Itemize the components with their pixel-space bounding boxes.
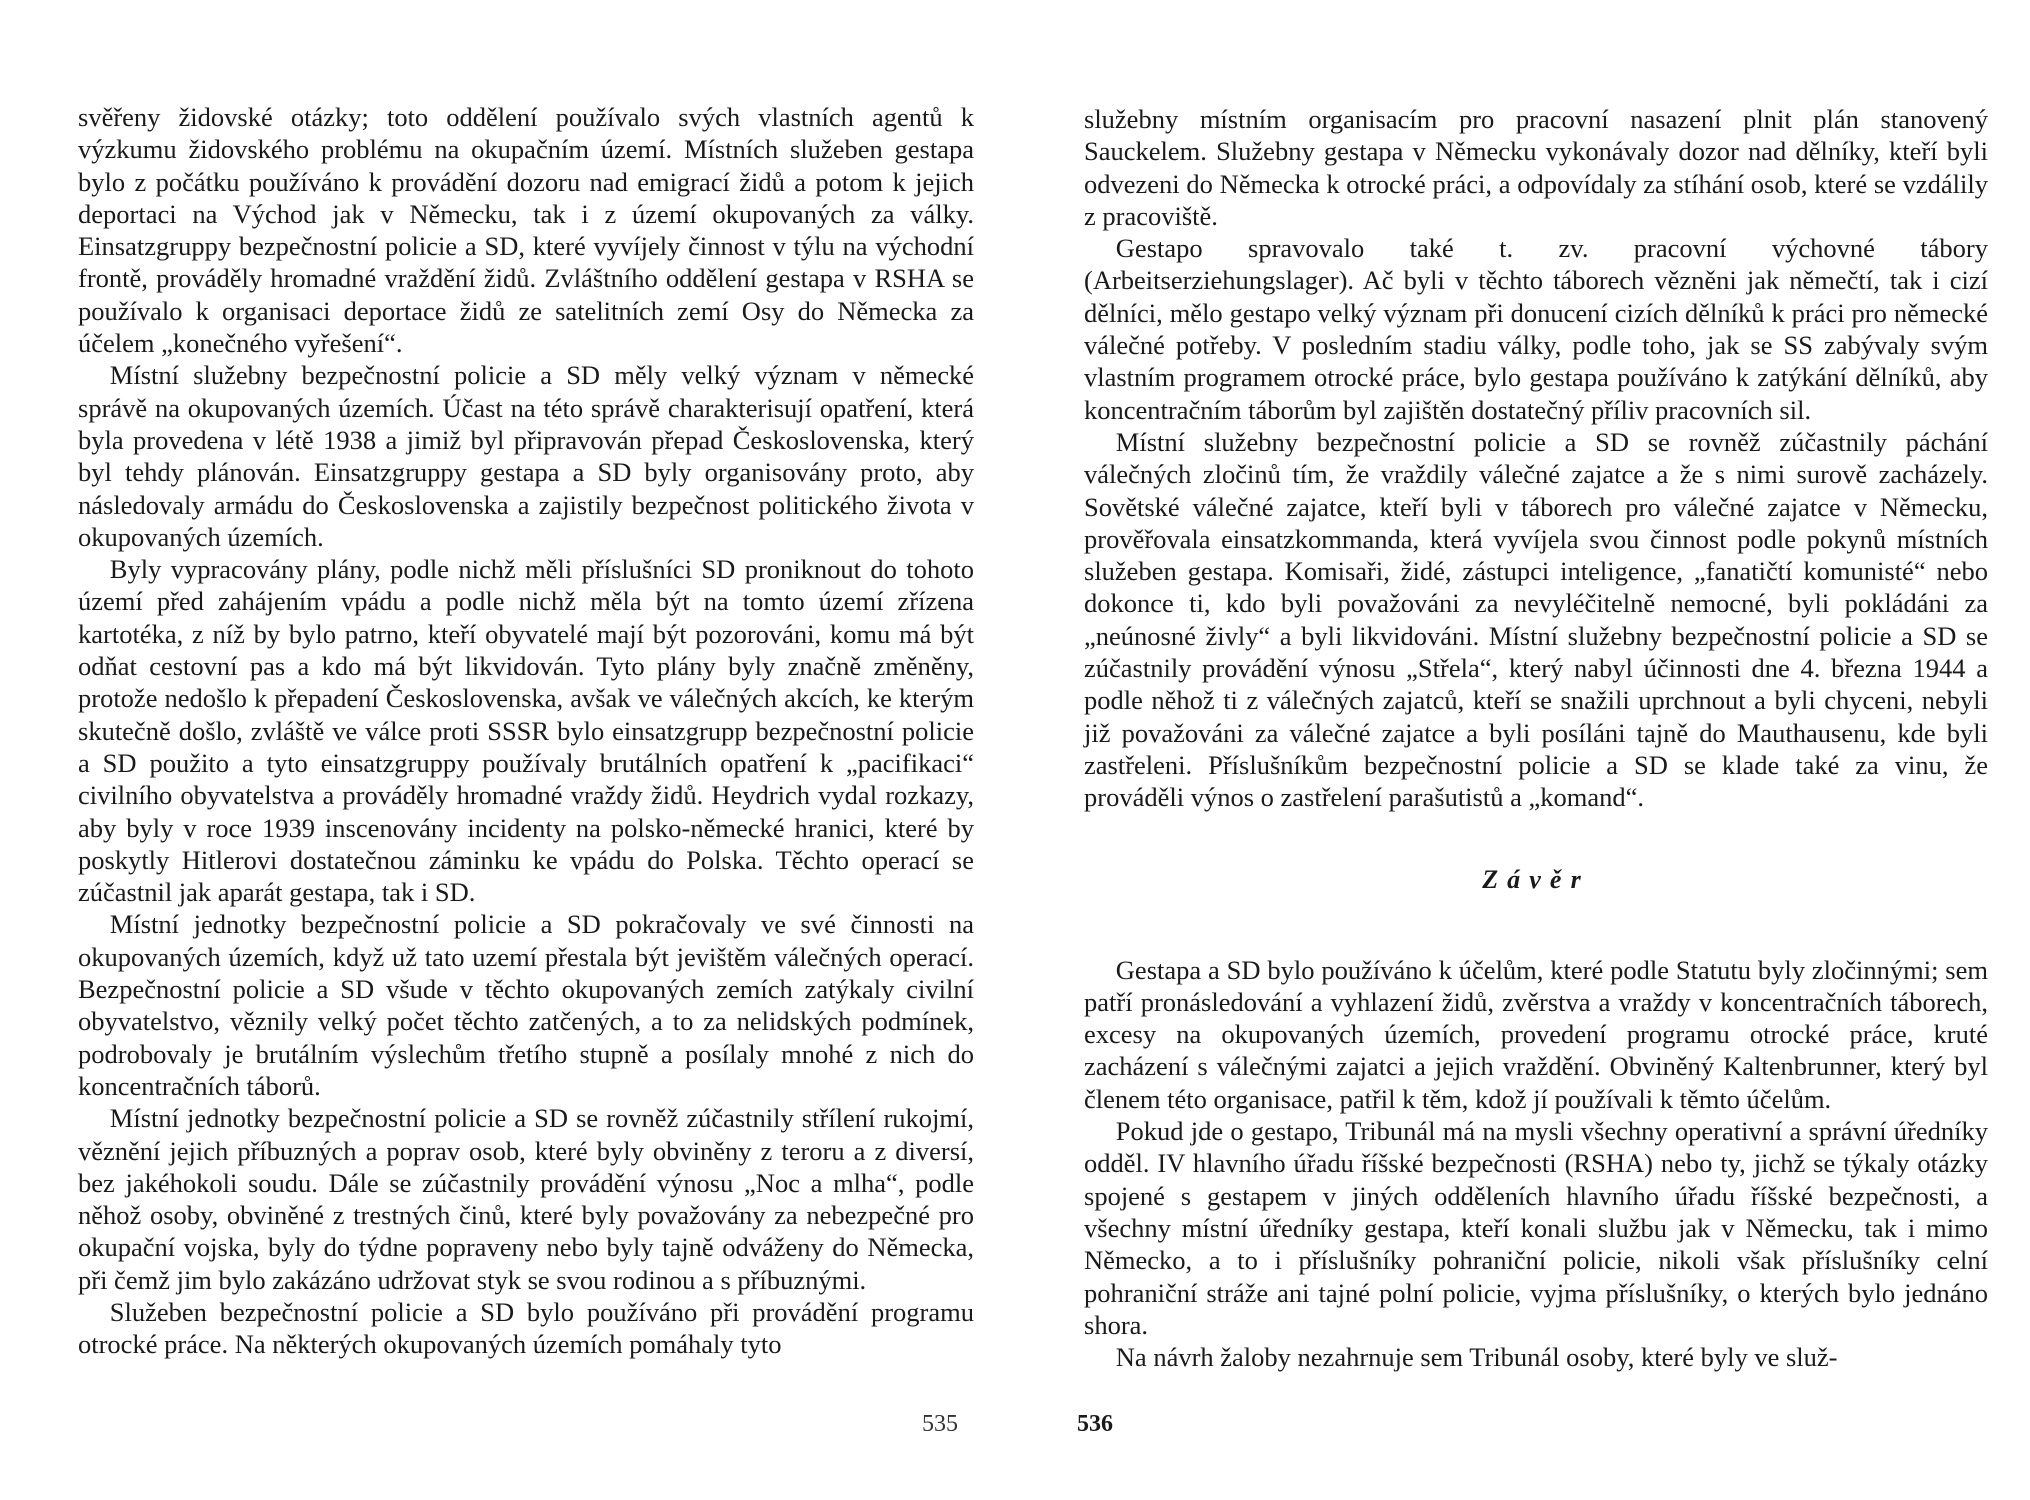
right-paragraph-6: Na návrh žaloby nezahrnuje sem Tribunál osoby, které byly ve služ- — [1115, 1342, 1838, 1373]
left-paragraph-3: Byly vypracovány plány, podle nichž měli příslušníci SD proniknout do tohoto území před zahájením vpádu a podle nichž měla být na tomto území zřízena kartotéka, z níž by bylo patrno, kteří obyvatelé mají být pozorováni, komu má být odňat cestovní pas a kdo má být likvidován. Tyto plány byly značně změněny, protože nedošlo k přepadení Československa, avšak ve válečných akcích, ke kterým skutečně došlo, zvláště ve válce proti SSSR bylo einsatzgrupp bezpečnostní policie a SD použito a tyto einsatzgruppy používaly brutálních opatření k „pacifikaci“ civilního obyvatelstva a prováděly hromadné vraždy židů. Heydrich vydal rozkazy, aby byly v roce 1939 inscenovány incidenty na polsko-německé hranici, které by poskytly Hitlerovi dostatečnou záminku ke vpádu do Polska. Těchto operací se zúčastnil jak aparát gestapa, tak i SD. — [78, 554, 974, 908]
left-paragraph-1: svěřeny židovské otázky; toto oddělení používalo svých vlastních agentů k výzkumu židovského problému na okupačním území. Místních služeben gestapa bylo z počátku používáno k provádění dozoru nad emigrací židů a potom k jejich deportaci na Východ jak v Německu, tak i z území okupovaných za války. Einsatzgruppy bezpečnostní policie a SD, které vyvíjely činnost v týlu na východní frontě, prováděly hromadné vraždění židů. Zvláštního oddělení gestapa v RSHA se používalo k organisaci deportace židů ze satelitních zemí Osy do Německa za účelem „konečného vyřešení“. — [78, 102, 974, 359]
left-page-text-column — [78, 101, 974, 1361]
right-paragraph-5: Pokud jde o gestapo, Tribunál má na mysli všechny operativní a správní úředníky odděl. IV hlavního úřadu říšské bezpečnosti (RSHA) nebo ty, jichž se týkaly otázky spojené s gestapem v jiných odděleních hlavního úřadu říšské bezpečnosti, a všechny místní úředníky gestapa, kteří konali službu jak v Německu, tak i mimo Německo, a to i příslušníky pohraniční policie, nikoli však příslušníky celní pohraniční stráže ani tajné polní policie, vyjma příslušníky, o kterých bylo jednáno shora. — [1084, 1116, 1988, 1340]
left-page-number: 535 — [922, 1411, 958, 1437]
right-paragraph-1: služebny místním organisacím pro pracovní nasazení plnit plán stanovený Sauckelem. Služebny gestapa v Německu vykonávaly dozor nad dělníky, kteří byli odvezeni do Německa k otrocké práci, a odpovídaly za stíhání osob, které se vzdálily z pracoviště. — [1084, 104, 1988, 231]
right-paragraph-3: Místní služebny bezpečnostní policie a SD se rovněž zúčastnily páchání válečných zločinů tím, že vraždily válečné zajatce a že s nimi surově zacházely. Sovětské válečné zajatce, kteří byli v táborech pro válečné zajatce v Německu, prověřovala einsatzkommanda, která vyvíjela svou činnost podle pokynů místních služeben gestapa. Komisaři, židé, zástupci inteligence, „fanatičtí komunisté“ nebo dokonce ti, kdo byli považováni za nevyléčitelně nemocné, byli pokládáni za „neúnosné živly“ a byli likvidováni. Místní služebny bezpečnostní policie a SD se zúčastnily provádění výnosu „Střela“, který nabyl účinnosti dne 4. března 1944 a podle něhož ti z válečných zajatců, kteří se snažili uprchnout a byli chyceni, nebyli již považováni za válečné zajatce a byli posíláni tajně do Mauthausenu, kde byli zastřeleni. Příslušníkům bezpečnostní policie a SD se klade také za vinu, že prováděli výnos o zastřelení parašutistů a „komand“. — [1084, 426, 1988, 813]
right-page — [1015, 0, 2030, 1500]
right-paragraph-4: Gestapa a SD bylo používáno k účelům, které podle Statutu byly zločinnými; sem patří pronásledování a vyhlazení židů, zvěrstva a vraždy v koncentračních táborech, excesy na okupovaných územích, provedení programu otrocké práce, kruté zacházení s válečnými zajatci a jejich vraždění. Obviněný Kaltenbrunner, který byl členem této organisace, patřil k těm, kdož jí používali k těmto účelům. — [1084, 954, 1988, 1114]
section-heading: Závěr — [1482, 864, 1590, 894]
left-paragraph-6: Služeben bezpečnostní policie a SD bylo používáno při provádění programu otrocké práce. Na některých okupovaných územích pomáhaly tyto — [78, 1296, 974, 1360]
right-page-number: 536 — [1077, 1411, 1113, 1437]
left-paragraph-4: Místní jednotky bezpečnostní policie a SD pokračovaly ve své činnosti na okupovaných územích, když už tato uzemí přestala být jevištěm válečných operací. Bezpečnostní policie a SD všude v těchto okupovaných zemích zatýkaly civilní obyvatelstvo, věznily velký počet těchto zatčených, a to za nelidských podmínek, podrobovaly je brutálním výslechům třetího stupně a posílaly mnohé z nich do koncentračních táborů. — [78, 909, 974, 1101]
left-paragraph-2: Místní služebny bezpečnostní policie a SD měly velký význam v německé správě na okupovaných územích. Účast na této správě charakterisují opatření, která byla provedena v létě 1938 a jimiž byl připravován přepad Československa, který byl tehdy plánován. Einsatzgruppy gestapa a SD byly organisovány proto, aby následovaly armádu do Československa a zajistily bezpečnost politického života v okupovaných územích. — [78, 360, 974, 552]
right-page-text-column — [1084, 103, 1988, 1373]
right-paragraph-2: Gestapo spravovalo také t. zv. pracovní výchovné tábory (Arbeitserziehungslager). Ač byli v těchto táborech vězněni jak němečtí, tak i cizí dělníci, mělo gestapo velký význam při donucení cizích dělníků k práci pro německé válečné potřeby. V posledním stadiu války, podle toho, jak se SS zabývaly svým vlastním programem otrocké práce, bylo gestapa používáno k zatýkání dělníků, aby koncentračním táborům byl zajištěn dostatečný příliv pracovních sil. — [1084, 233, 1988, 425]
left-paragraph-5: Místní jednotky bezpečnostní policie a SD se rovněž zúčastnily střílení rukojmí, věznění jejich příbuzných a poprav osob, které byly obviněny z teroru a z diversí, bez jakéhokoli soudu. Dále se zúčastnily provádění výnosu „Noc a mlha“, podle něhož osoby, obviněné z trestných činů, které byly považovány za nebezpečné pro okupační vojska, byly do týdne popraveny nebo byly tajně odváženy do Německa, při čemž jim bylo zakázáno udržovat styk se svou rodinou a s příbuznými. — [78, 1103, 974, 1295]
